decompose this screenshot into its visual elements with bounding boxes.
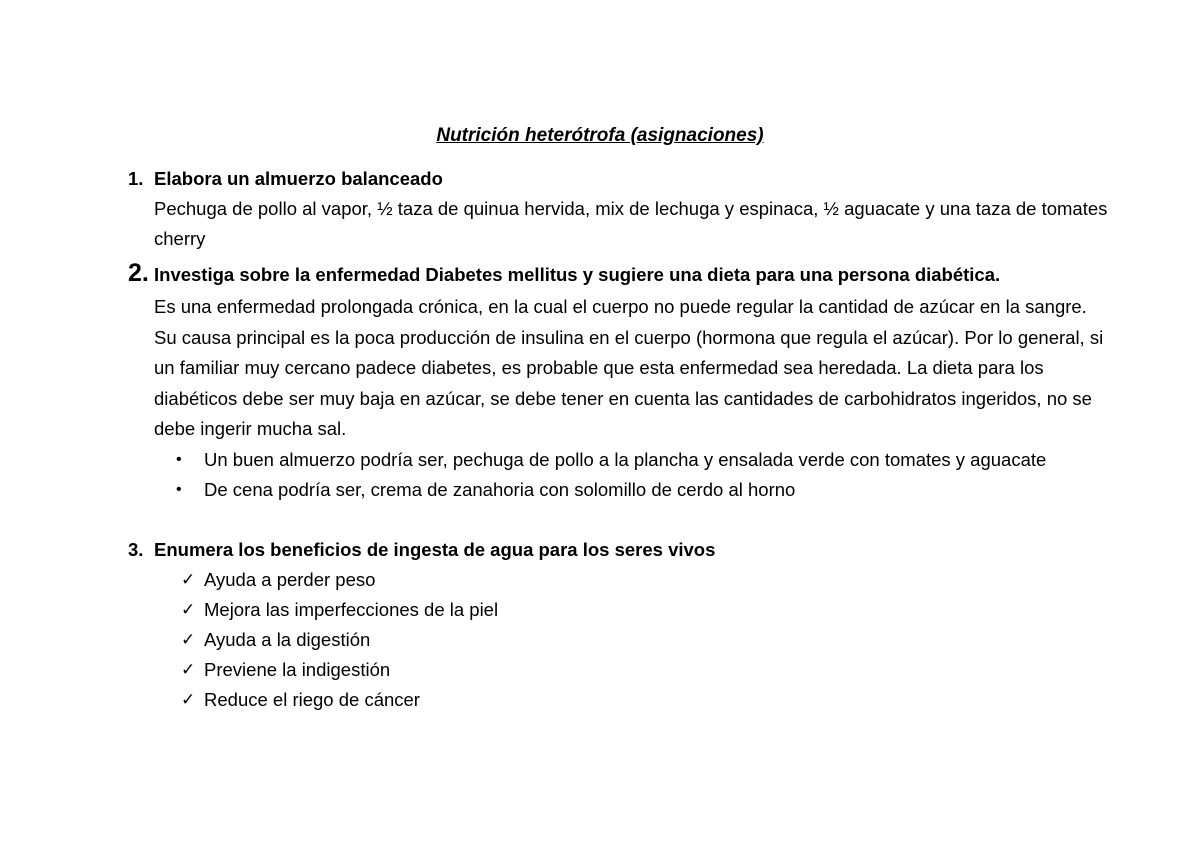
section-3-number: 3. <box>128 539 144 560</box>
section-1-number: 1. <box>128 168 144 189</box>
list-item-text: Un buen almuerzo podría ser, pechuga de pollo a la plancha y ensalada verde con tomates y aguacate <box>204 448 1047 470</box>
section-1-body: Pechuga de pollo al vapor, ½ taza de quinua hervida, mix de lechuga y espinaca, ½ aguacate y una taza de tomates cherry <box>154 198 1108 249</box>
list-item <box>128 685 1084 715</box>
section-3-check-list <box>128 565 1128 715</box>
list-item-text: Reduce el riego de cáncer <box>204 689 420 710</box>
section-2-body: Es una enfermedad prolongada crónica, en la cual el cuerpo no puede regular la cantidad de azúcar en la sangre. Su causa principal es la poca producción de insulina en el cuerpo (hormona que regula el azúcar). Por lo general, si un familiar muy cercano padece diabetes, es probable que esta enfermedad sea heredada. La dieta para los diabéticos debe ser muy baja en azúcar, se debe tener en cuenta las cantidades de carbohidratos ingeridos, no se debe ingerir mucha sal. <box>154 296 1104 439</box>
list-item-text: Ayuda a la digestión <box>204 629 371 650</box>
list-item-text: Previene la indigestión <box>204 659 391 680</box>
list-item-text: Ayuda a perder peso <box>204 569 376 590</box>
list-item <box>128 565 1084 595</box>
section-2-number: 2. <box>128 259 149 287</box>
bullet-icon: • <box>176 450 182 468</box>
list-item-text: Mejora las imperfecciones de la piel <box>204 599 499 620</box>
section-1 <box>128 166 1128 254</box>
section-1-heading <box>128 166 1128 192</box>
document-title: Nutrición heterótrofa (asignaciones) <box>436 125 764 146</box>
list-item <box>128 475 1084 505</box>
checkmark-icon: ✓ <box>181 690 196 709</box>
bullet-icon: • <box>176 480 182 498</box>
list-item-text: De cena podría ser, crema de zanahoria con solomillo de cerdo al horno <box>204 478 796 500</box>
section-2-heading <box>128 259 1128 288</box>
section-2-bullet-list <box>128 445 1128 505</box>
checkmark-icon: ✓ <box>181 570 196 589</box>
section-2 <box>128 259 1128 505</box>
section-3 <box>128 537 1128 715</box>
list-item <box>128 445 1084 475</box>
section-1-heading-text: Elabora un almuerzo balanceado <box>154 168 443 189</box>
list-item <box>128 625 1084 655</box>
list-item <box>128 655 1084 685</box>
checkmark-icon: ✓ <box>181 600 196 619</box>
section-2-heading-text: Investiga sobre la enfermedad Diabetes mellitus y sugiere una dieta para una persona diabética. <box>154 264 1001 285</box>
checkmark-icon: ✓ <box>181 660 196 679</box>
section-3-heading-text: Enumera los beneficios de ingesta de agua para los seres vivos <box>154 539 716 560</box>
section-3-heading <box>128 537 1128 563</box>
checkmark-icon: ✓ <box>181 630 196 649</box>
list-item <box>128 595 1084 625</box>
